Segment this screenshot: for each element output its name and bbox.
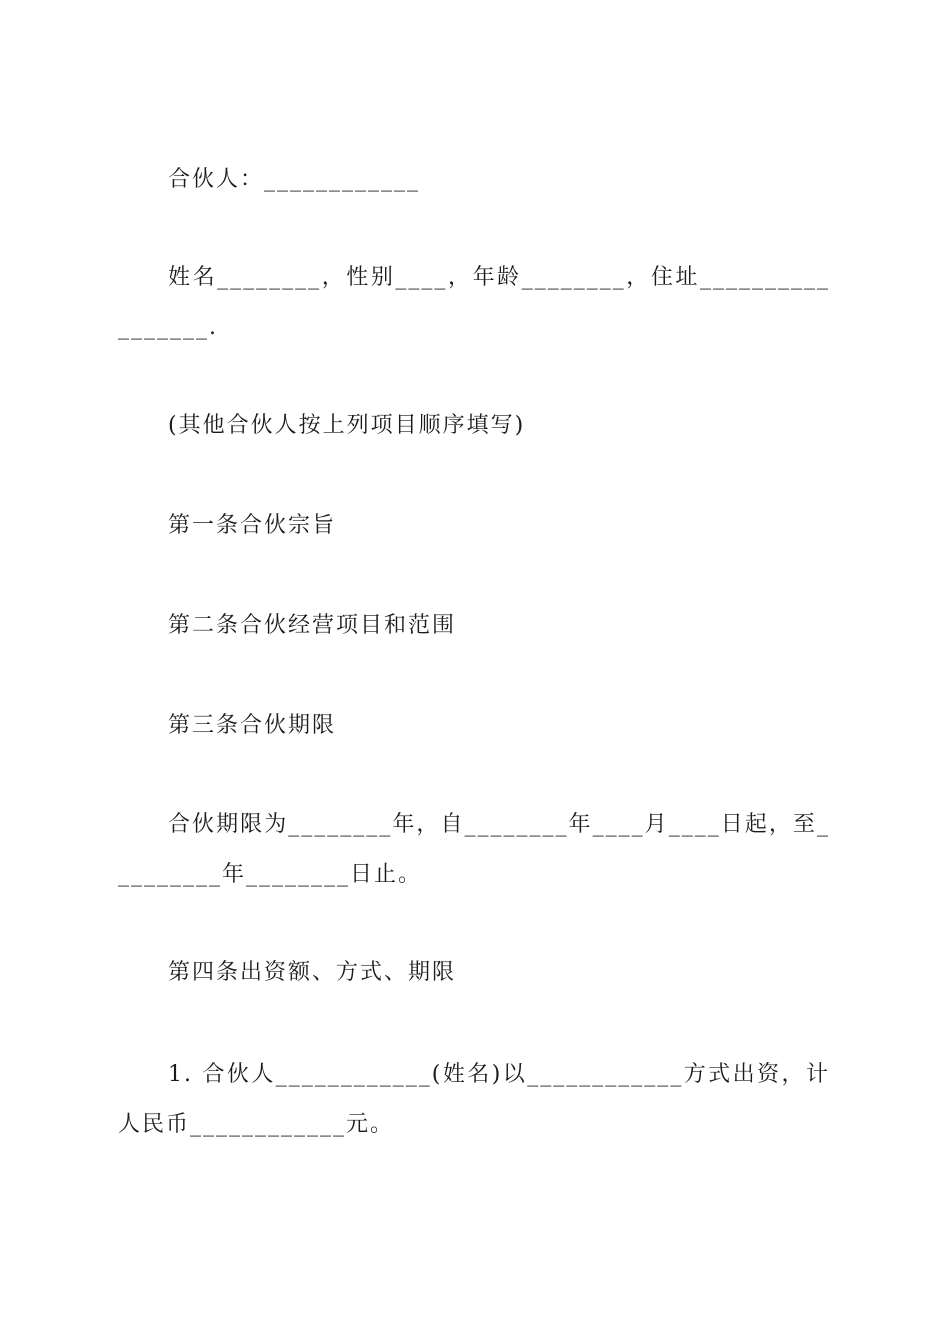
- partner-label: 合伙人：____________: [168, 167, 421, 192]
- partner-info-fields: 姓名________，性别____，年龄________，住址_________________.: [118, 265, 830, 340]
- article-1-heading: 第一条合伙宗旨: [168, 513, 337, 538]
- contribution-item-1: 1. 合伙人____________(姓名)以____________方式出资，计人民币____________元。: [118, 1062, 830, 1137]
- partnership-term-detail: 合伙期限为________年，自________年____月____日起，至_________年________日止。: [118, 812, 830, 887]
- article-3-heading: 第三条合伙期限: [168, 713, 337, 738]
- other-partners-note: (其他合伙人按上列项目顺序填写): [168, 413, 526, 438]
- article-4-heading: 第四条出资额、方式、期限: [168, 960, 457, 985]
- article-2-heading: 第二条合伙经营项目和范围: [168, 613, 457, 638]
